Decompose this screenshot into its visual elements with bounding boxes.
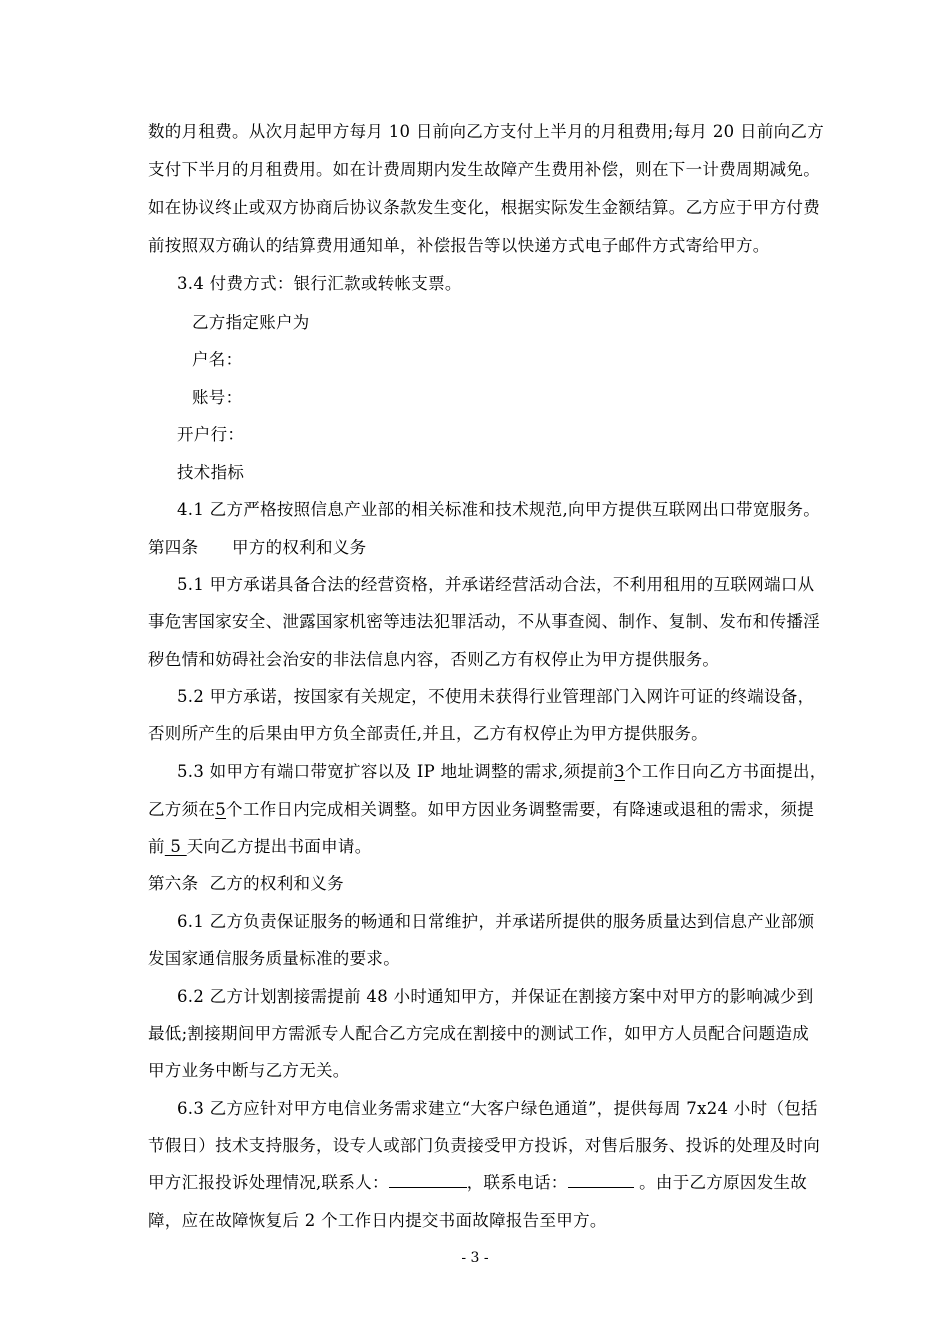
paragraph-line: 5.1 甲方承诺具备合法的经营资格，并承诺经营活动合法，不利用租用的互联网端口从 xyxy=(177,575,815,594)
paragraph-line: 秽色情和妨碍社会治安的非法信息内容，否则乙方有权停止为甲方提供服务。 xyxy=(148,650,720,669)
paragraph-line: 6.3 乙方应针对甲方电信业务需求建立“大客户绿色通道”，提供每周 7x24 小时（包括 xyxy=(177,1099,818,1118)
paragraph-line: 如在协议终止或双方协商后协议条款发生变化，根据实际发生金额结算。乙方应于甲方付费 xyxy=(148,198,820,217)
text-run: 甲方汇报投诉处理情况,联系人： xyxy=(148,1173,389,1192)
text-run: ，联系电话： xyxy=(466,1173,568,1192)
paragraph-line: 支付下半月的月租费用。如在计费周期内发生故障产生费用补偿，则在下一计费周期减免。 xyxy=(148,160,820,179)
account-name-label: 户名： xyxy=(192,350,243,369)
contact-phone-blank xyxy=(568,1173,634,1188)
paragraph-line: 最低;割接期间甲方需派专人配合乙方完成在割接中的测试工作，如甲方人员配合问题造成 xyxy=(148,1024,810,1043)
text-run: 个工作日向乙方书面提出， xyxy=(624,762,827,781)
article-6-heading: 第六条 乙方的权利和义务 xyxy=(148,874,344,893)
article-4-title: 甲方的权利和义务 xyxy=(232,538,367,557)
paragraph-line: 事危害国家安全、泄露国家机密等违法犯罪活动，不从事查阅、制作、复制、发布和传播淫 xyxy=(148,612,820,631)
text-run: 乙方须在 xyxy=(148,800,216,819)
paragraph-line: 5.2 甲方承诺，按国家有关规定，不使用未获得行业管理部门入网许可证的终端设备， xyxy=(177,687,815,706)
text-run: 5.3 如甲方有端口带宽扩容以及 IP 地址调整的需求,须提前 xyxy=(177,762,615,781)
paragraph-line: 节假日）技术支持服务，设专人或部门负责接受甲方投诉，对售后服务、投诉的处理及时向 xyxy=(148,1136,820,1155)
account-number-label: 账号： xyxy=(192,388,243,407)
clause-5-3-line xyxy=(177,762,827,782)
page-number: - 3 - xyxy=(461,1250,489,1266)
paragraph-line: 6.1 乙方负责保证服务的畅通和日常维护，并承诺所提供的服务质量达到信息产业部颁 xyxy=(177,912,815,931)
notice-days-value: 5 xyxy=(164,837,187,856)
paragraph-line: 前按照双方确认的结算费用通知单，补偿报告等以快递方式电子邮件方式寄给甲方。 xyxy=(148,236,770,255)
paragraph-line: 6.2 乙方计划割接需提前 48 小时通知甲方，并保证在割接方案中对甲方的影响减少到 xyxy=(177,987,814,1006)
paragraph-line: 数的月租费。从次月起甲方每月 10 日前向乙方支付上半月的月租费用;每月 20 日前向乙方 xyxy=(148,122,825,141)
text-run: 天向乙方提出书面申请。 xyxy=(186,837,372,856)
clause-4-1: 4.1 乙方严格按照信息产业部的相关标准和技术规范,向甲方提供互联网出口带宽服务。 xyxy=(177,500,821,519)
advance-days-value: 3 xyxy=(614,762,625,781)
clause-3-4: 3.4 付费方式：银行汇款或转帐支票。 xyxy=(177,274,462,293)
paragraph-line: 发国家通信服务质量标准的要求。 xyxy=(148,949,400,968)
article-4-label: 第四条 xyxy=(148,538,199,557)
clause-5-3-line xyxy=(148,837,372,857)
text-run: 。由于乙方原因发生故 xyxy=(633,1173,808,1192)
text-run: 个工作日内完成相关调整。如甲方因业务调整需要，有降速或退租的需求，须提 xyxy=(226,800,815,819)
section-heading-tech: 技术指标 xyxy=(177,463,245,482)
clause-5-3-line xyxy=(148,800,814,820)
contact-line xyxy=(148,1173,807,1193)
text-run: 前 xyxy=(148,837,165,856)
completion-days-value: 5 xyxy=(215,800,227,819)
account-heading: 乙方指定账户为 xyxy=(192,313,310,332)
bank-label: 开户行： xyxy=(177,425,245,444)
paragraph-line: 甲方业务中断与乙方无关。 xyxy=(148,1061,350,1080)
paragraph-line: 否则所产生的后果由甲方负全部责任,并且，乙方有权停止为甲方提供服务。 xyxy=(148,724,708,743)
contact-person-blank xyxy=(389,1173,467,1188)
paragraph-line: 障，应在故障恢复后 2 个工作日内提交书面故障报告至甲方。 xyxy=(148,1211,607,1230)
